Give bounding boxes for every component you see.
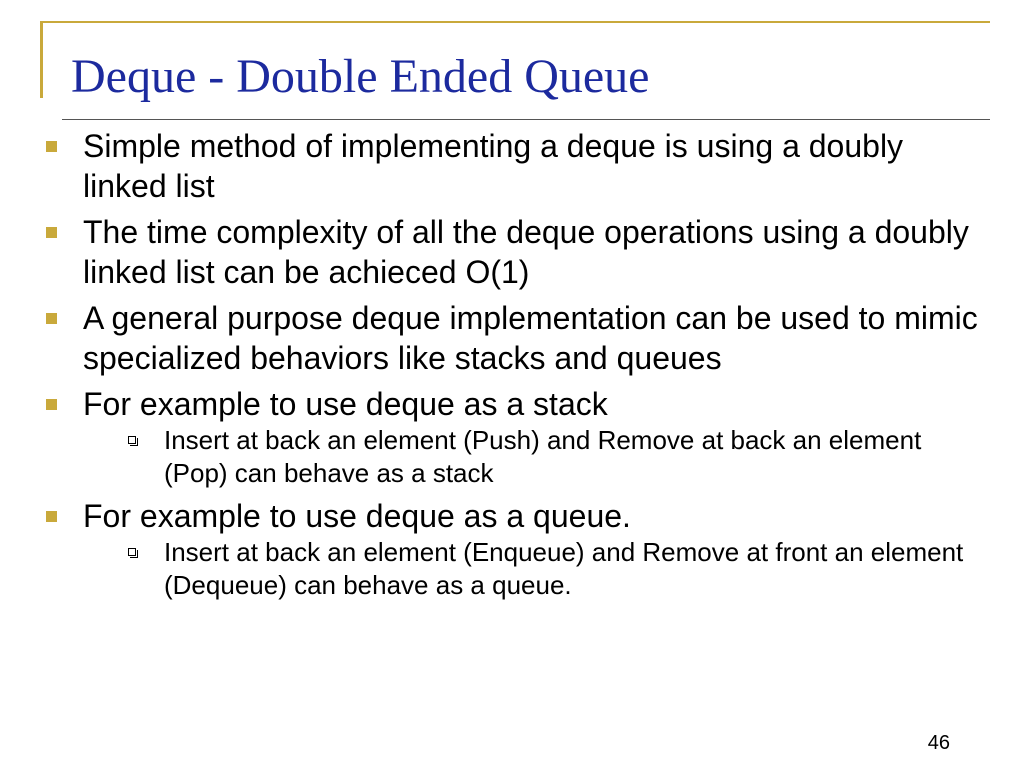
slide-content [40,126,990,608]
sub-bullet-list [83,536,990,602]
sub-bullet-text: Insert at back an element (Push) and Remove at back an element (Pop) can behave as a stack [164,425,922,488]
bullet-text: For example to use deque as a queue. [83,498,631,534]
bullet-item [40,298,990,378]
slide-title: Deque - Double Ended Queue [71,50,650,103]
bullet-text: Simple method of implementing a deque is using a doubly linked list [83,128,904,204]
hollow-square-bullet-icon [128,548,136,556]
square-bullet-icon [46,141,57,152]
square-bullet-icon [46,511,57,522]
frame-top-line [40,21,990,23]
hollow-square-bullet-icon [128,436,136,444]
square-bullet-icon [46,399,57,410]
sub-bullet-item [83,424,990,490]
bullet-text: For example to use deque as a stack [83,386,608,422]
bullet-text: The time complexity of all the deque operations using a doubly linked list can be achieced O(1) [83,214,969,290]
sub-bullet-list [83,424,990,490]
bullet-item [40,496,990,602]
square-bullet-icon [46,227,57,238]
title-underline [62,119,990,120]
sub-bullet-item [83,536,990,602]
bullet-item [40,126,990,206]
frame-left-bar [40,21,43,98]
square-bullet-icon [46,313,57,324]
bullet-list [40,126,990,602]
page-number: 46 [927,732,950,754]
bullet-item [40,384,990,490]
sub-bullet-text: Insert at back an element (Enqueue) and Remove at front an element (Dequeue) can behave as a queue. [164,537,964,600]
bullet-text: A general purpose deque implementation can be used to mimic specialized behaviors like stacks and queues [83,300,978,376]
bullet-item [40,212,990,292]
